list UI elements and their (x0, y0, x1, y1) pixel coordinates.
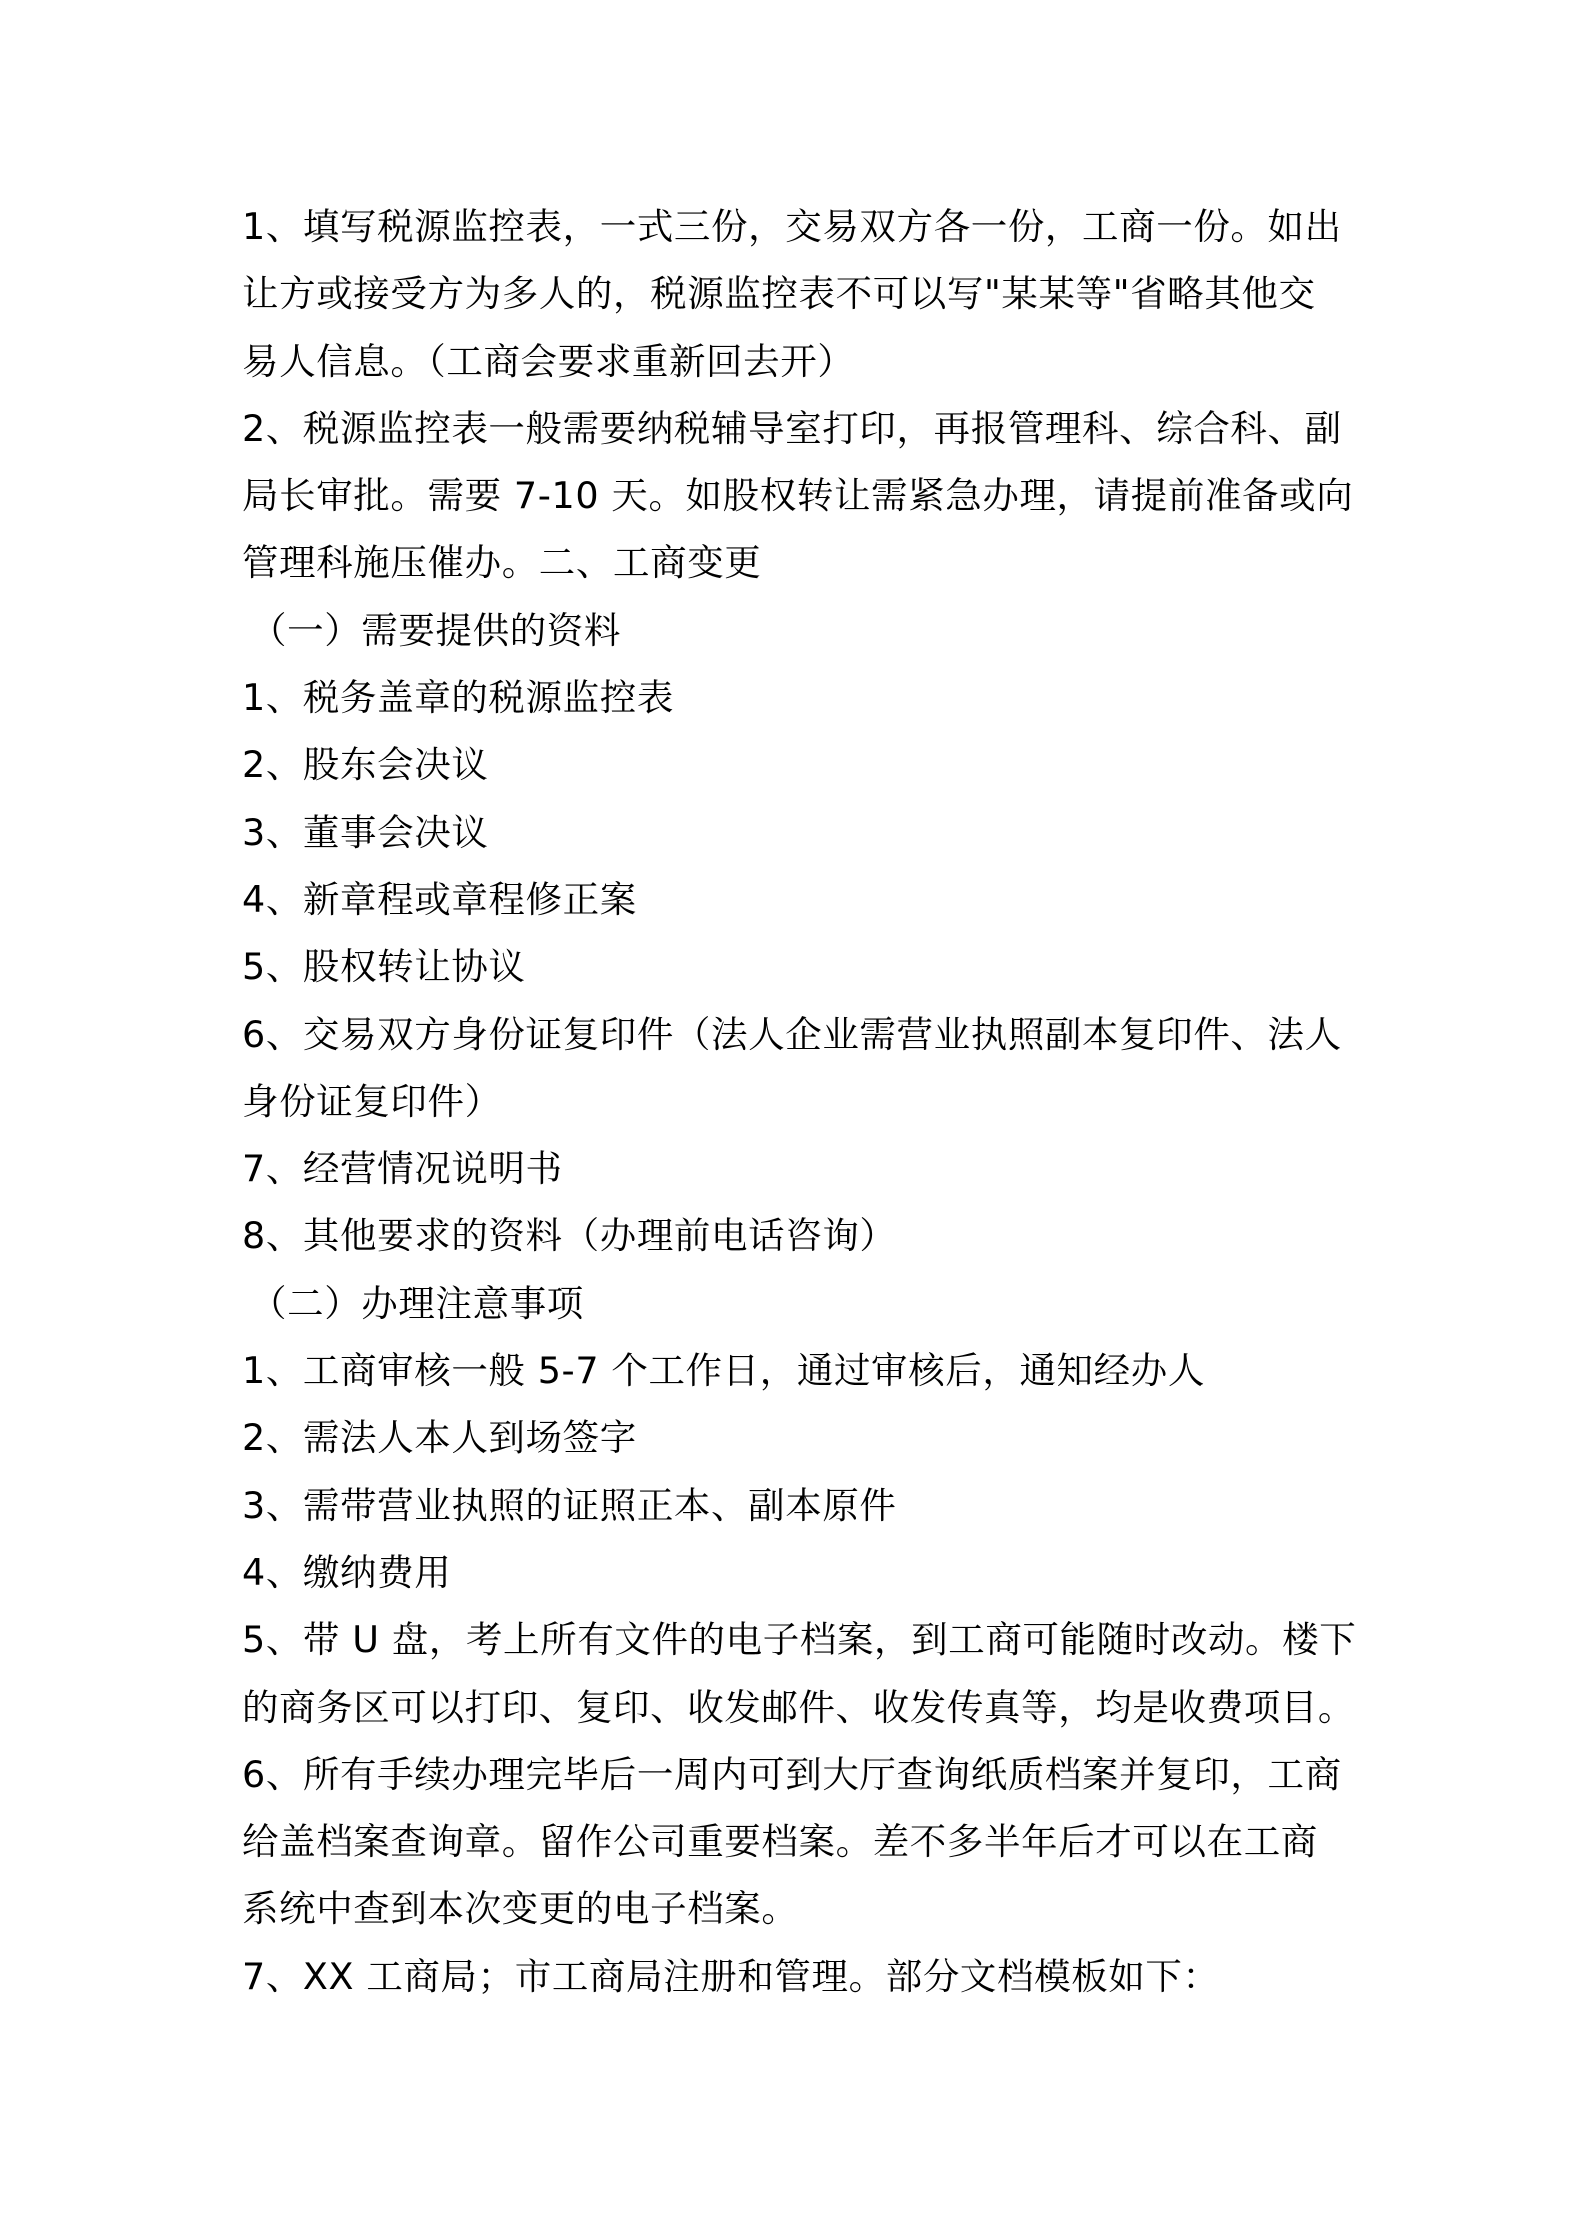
list-item: 2、需法人本人到场签字 (242, 1416, 637, 1460)
paragraph-line: 1、填写税源监控表，一式三份，交易双方各一份，工商一份。如出 (242, 205, 1342, 248)
list-item: 4、缴纳费用 (242, 1550, 452, 1594)
list-item-continuation: 的商务区可以打印、复印、收发邮件、收发传真等，均是收费项目。 (242, 1685, 1355, 1729)
list-item: 5、股权转让协议 (242, 945, 526, 989)
list-item: 3、董事会决议 (242, 810, 489, 854)
list-item: 2、股东会决议 (242, 743, 489, 787)
list-item: 6、所有手续办理完毕后一周内可到大厅查询纸质档案并复印，工商 (242, 1752, 1342, 1796)
paragraph-line: 让方或接受方为多人的，税源监控表不可以写"某某等"省略其他交 (242, 272, 1316, 316)
list-item-continuation: 身份证复印件） (242, 1079, 502, 1123)
list-item-continuation: 给盖档案查询章。留作公司重要档案。差不多半年后才可以在工商 (242, 1820, 1318, 1864)
list-item: 3、需带营业执照的证照正本、副本原件 (242, 1483, 897, 1527)
paragraph-line: 局长审批。需要 7-10 天。如股权转让需紧急办理，请提前准备或向 (242, 474, 1354, 518)
paragraph-line: 易人信息。（工商会要求重新回去开） (242, 339, 855, 383)
section-heading: （一）需要提供的资料 (250, 608, 621, 652)
list-item: 7、经营情况说明书 (242, 1147, 563, 1191)
paragraph-line: 管理科施压催办。二、工商变更 (242, 541, 762, 585)
paragraph-line: 2、税源监控表一般需要纳税辅导室打印，再报管理科、综合科、副 (242, 406, 1342, 450)
list-item: 6、交易双方身份证复印件（法人企业需营业执照副本复印件、法人 (242, 1012, 1342, 1056)
document-body (242, 193, 1357, 2010)
list-item: 5、带 U 盘，考上所有文件的电子档案，到工商可能随时改动。楼下 (242, 1618, 1357, 1662)
list-item: 1、税务盖章的税源监控表 (242, 676, 674, 720)
list-item: 4、新章程或章程修正案 (242, 877, 637, 921)
list-item: 7、XX 工商局；市工商局注册和管理。部分文档模板如下： (242, 1954, 1220, 1998)
list-item: 8、其他要求的资料（办理前电话咨询） (242, 1214, 897, 1258)
list-item: 1、工商审核一般 5-7 个工作日，通过审核后，通知经办人 (242, 1349, 1205, 1393)
list-item-continuation: 系统中查到本次变更的电子档案。 (242, 1887, 799, 1931)
section-heading: （二）办理注意事项 (250, 1281, 584, 1325)
